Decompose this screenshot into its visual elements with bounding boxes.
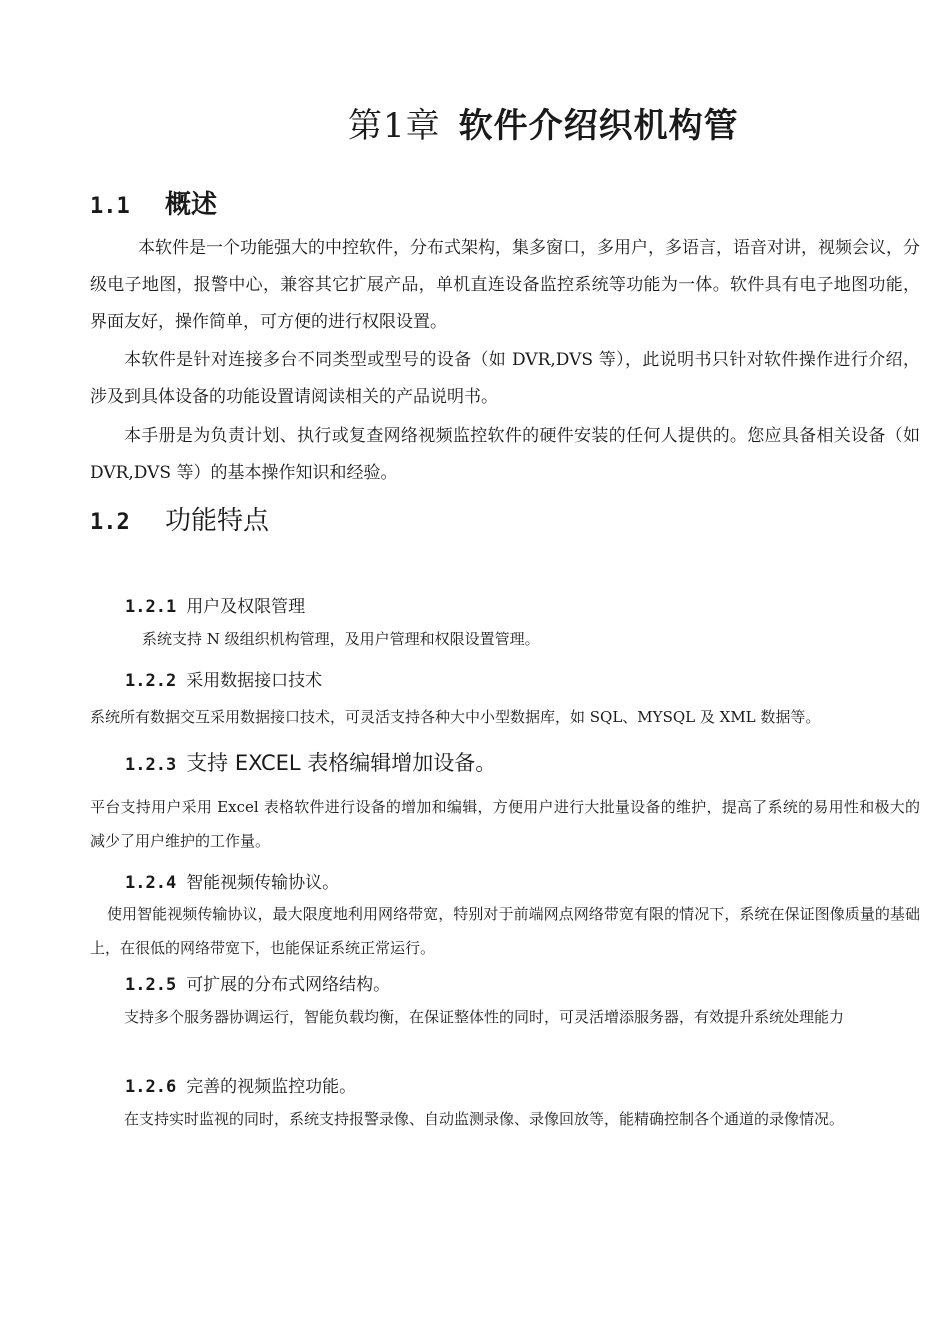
subsection-number: 1.2.1	[125, 597, 177, 617]
subsection-heading	[125, 970, 390, 995]
overview-paragraph-2: 本软件是针对连接多台不同类型或型号的设备（如 DVR,DVS 等），此说明书只针对软件操作进行介绍，涉及到具体设备的功能设置请阅读相关的产品说明书。	[90, 350, 920, 407]
subsection-heading	[125, 868, 339, 893]
subsection-title: 智能视频传输协议。	[186, 873, 340, 893]
subsection-number: 1.2.4	[125, 873, 177, 893]
subsection-text: 支持多个服务器协调运行，智能负载均衡，在保证整体性的同时，可灵活增添服务器，有效提升系统处理能力	[124, 1008, 845, 1026]
subsection-number: 1.2.6	[125, 1077, 177, 1097]
section-heading-features	[90, 500, 269, 537]
chapter-heading	[348, 98, 739, 147]
chapter-title: 软件介绍织机构管	[458, 106, 739, 146]
subsection-text: 使用智能视频传输协议，最大限度地利用网络带宽，特别对于前端网点网络带宽有限的情况下，系统在保证图像质量的基础上，在很低的网络带宽下，也能保证系统正常运行。	[90, 905, 920, 957]
subsection-number: 1.2.5	[125, 975, 177, 995]
section-number: 1.2	[90, 510, 130, 535]
subsection-text: 系统所有数据交互采用数据接口技术，可灵活支持各种大中小型数据库，如 SQL、MYSQL 及 XML 数据等。	[90, 708, 821, 726]
subsection-title: 用户及权限管理	[186, 597, 306, 617]
subsection-heading	[125, 592, 305, 617]
subsection-text: 平台支持用户采用 Excel 表格软件进行设备的增加和编辑，方便用户进行大批量设备的维护，提高了系统的易用性和极大的减少了用户维护的工作量。	[90, 798, 920, 850]
overview-paragraph-1: 本软件是一个功能强大的中控软件，分布式架构，集多窗口，多用户，多语言，语音对讲，视频会议，分级电子地图，报警中心，兼容其它扩展产品，单机直连设备监控系统等功能为一体。软件具有电子地图功能，界面友好，操作简单，可方便的进行权限设置。	[90, 238, 920, 332]
section-title: 概述	[165, 190, 218, 220]
subsection-heading	[125, 666, 322, 691]
subsection-title: 采用数据接口技术	[186, 671, 323, 691]
overview-paragraph-3: 本手册是为负责计划、执行或复查网络视频监控软件的硬件安装的任何人提供的。您应具备相关设备（如 DVR,DVS 等）的基本操作知识和经验。	[90, 426, 920, 483]
subsection-text: 系统支持 N 级组织机构管理，及用户管理和权限设置管理。	[142, 630, 540, 648]
section-heading-overview	[90, 184, 217, 221]
subsection-number: 1.2.2	[125, 671, 177, 691]
subsection-title: 支持 EXCEL 表格编辑增加设备。	[186, 751, 497, 775]
subsection-heading	[125, 1072, 356, 1097]
subsection-heading	[125, 747, 496, 777]
section-number: 1.1	[90, 194, 130, 219]
chapter-number: 第1章	[348, 106, 441, 146]
subsection-title: 可扩展的分布式网络结构。	[186, 975, 391, 995]
subsection-text: 在支持实时监视的同时，系统支持报警录像、自动监测录像、录像回放等，能精确控制各个通道的录像情况。	[124, 1110, 845, 1128]
section-title: 功能特点	[165, 506, 270, 536]
subsection-number: 1.2.3	[125, 755, 177, 775]
subsection-title: 完善的视频监控功能。	[186, 1077, 357, 1097]
